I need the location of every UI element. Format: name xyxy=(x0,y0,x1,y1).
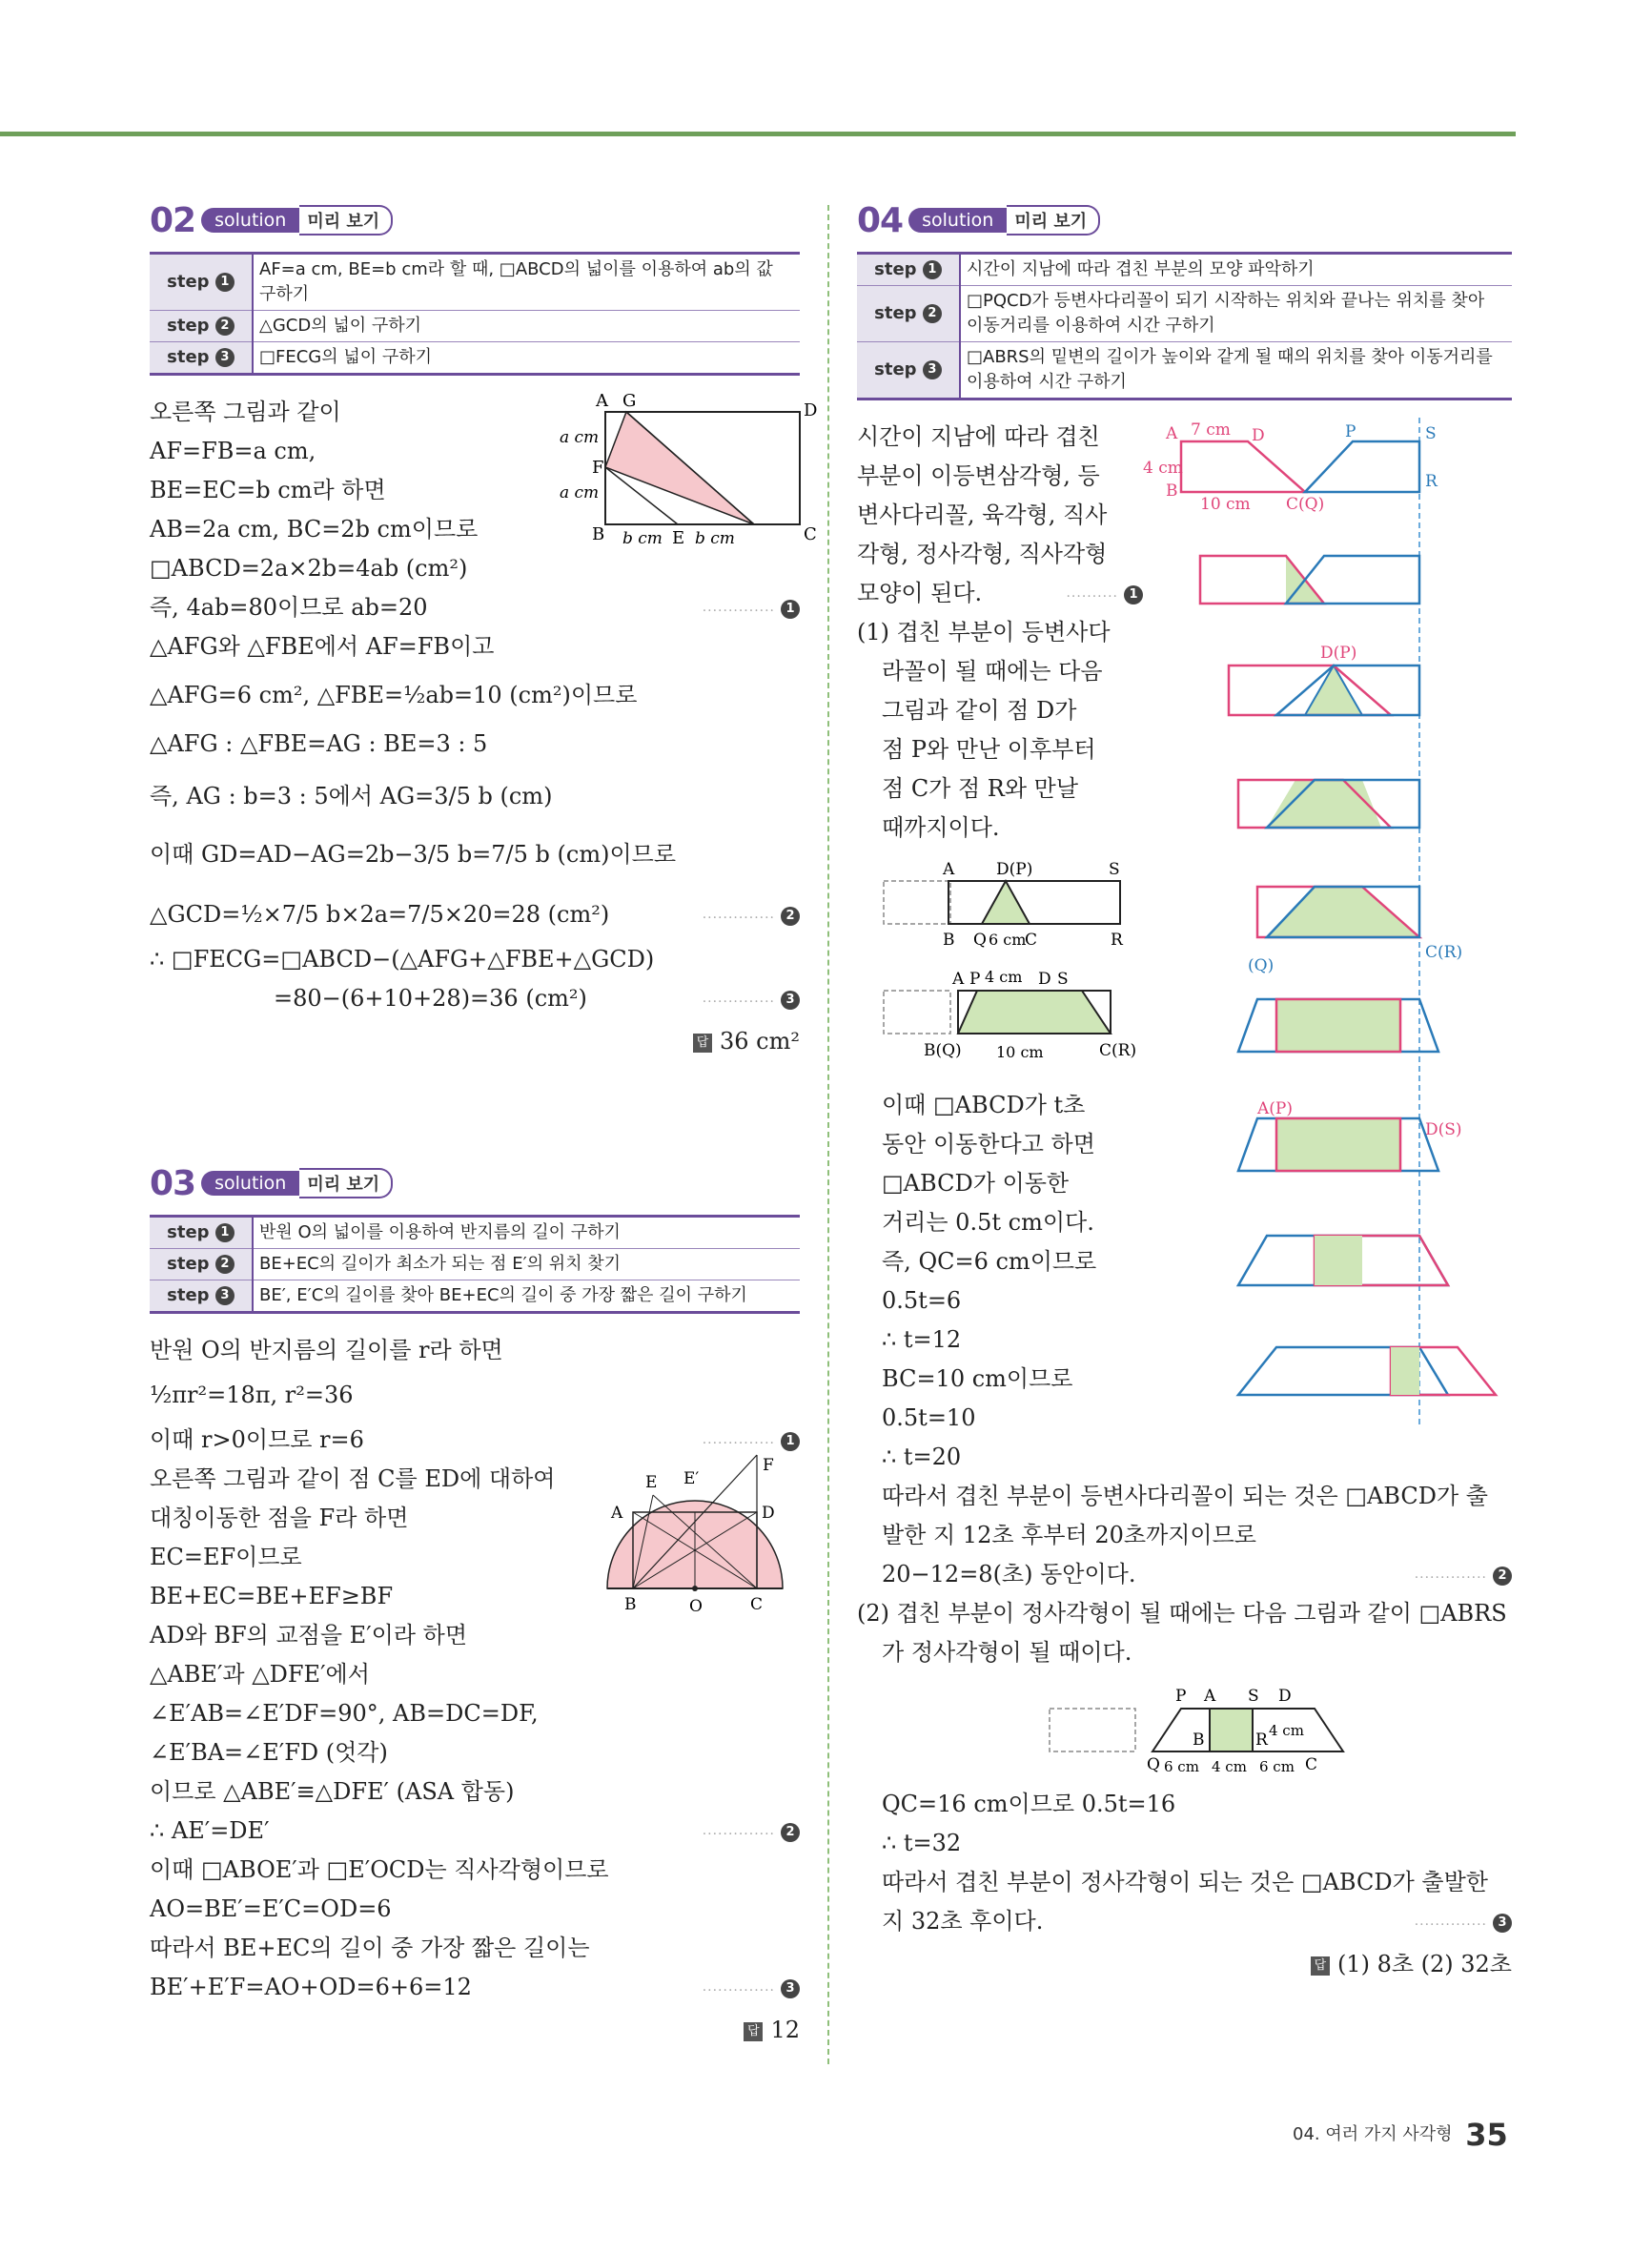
answer-box-icon: 답 xyxy=(693,1034,712,1053)
calc-line: 0.5t=6 xyxy=(882,1287,962,1315)
label-D: D xyxy=(762,1504,775,1524)
intro-line: 부분이 이등변삼각형, 등 xyxy=(857,462,1100,490)
label-a-cm-top: a cm xyxy=(560,428,600,448)
preview-label: 미리 보기 xyxy=(299,205,393,236)
solution-line: △ABE′과 △DFE′에서 xyxy=(150,1661,370,1689)
step-marker: 3 xyxy=(781,1979,800,1998)
solution-line: ∠E′BA=∠E′FD (엇각) xyxy=(150,1739,388,1767)
problem-03 xyxy=(150,1163,800,2050)
label-10cm: 10 cm xyxy=(996,1043,1044,1062)
part1-line: 점 P와 만난 이후부터 xyxy=(882,736,1096,764)
label-B: B xyxy=(1166,481,1178,502)
label-Q: Q xyxy=(973,931,987,951)
solution-pill: solution xyxy=(201,208,299,233)
step-text: □PQCD가 등변사다리꼴이 되기 시작하는 위치와 끝나는 위치를 찾아 이동거리를 이용하여 시간 구하기 xyxy=(960,286,1512,342)
label-DP: D(P) xyxy=(996,860,1033,880)
label-B: B xyxy=(943,931,955,951)
solution-line: ∴ □FECG=□ABCD−(△AFG+△FBE+△GCD) xyxy=(150,946,655,973)
step-number: 1 xyxy=(923,260,942,279)
problem-header xyxy=(857,200,1512,240)
label-P: P xyxy=(1175,1687,1187,1707)
label-4cm-base: 4 cm xyxy=(1212,1758,1247,1776)
label-6cm-right: 6 cm xyxy=(1259,1758,1295,1776)
label-a-cm-bottom: a cm xyxy=(560,483,600,503)
label-D: D xyxy=(804,400,818,421)
solution-line: BE=EC=b cm라 하면 xyxy=(150,477,386,504)
solution-line: BE+EC=BE+EF≥BF xyxy=(150,1583,394,1610)
label-A: A xyxy=(611,1504,623,1524)
step-marker: 1 xyxy=(1124,585,1143,604)
solution-line: △GCD=½×7/5 b×2a=7/5×20=28 (cm²) ·············· 2 xyxy=(150,895,800,934)
intro-line: 시간이 지남에 따라 겹친 xyxy=(857,423,1100,451)
label-DP: D(P) xyxy=(1320,644,1357,664)
solution-line: ½πr²=18π, r²=36 xyxy=(150,1382,354,1409)
solution-line: △AFG와 △FBE에서 AF=FB이고 xyxy=(150,633,495,661)
calc-line: □ABCD가 이동한 xyxy=(882,1170,1070,1198)
calc-line: 20−12=8(초) 동안이다. ·············· 2 xyxy=(857,1555,1512,1594)
solution-line: 이때 r>0이므로 r=6 ·············· 1 xyxy=(150,1421,800,1460)
label-6cm: 6 cm xyxy=(989,931,1027,950)
label-CQ: C(Q) xyxy=(1286,495,1325,515)
solution-line: 즉, 4ab=80이므로 ab=20 ·············· 1 xyxy=(150,588,800,627)
solution-line: AF=FB=a cm, xyxy=(150,438,316,465)
label-b-cm-left: b cm xyxy=(622,529,663,549)
label-A: A xyxy=(596,391,608,412)
label-B: B xyxy=(592,524,605,545)
problem-number: 03 xyxy=(150,1163,196,1203)
step-table xyxy=(857,252,1512,400)
step-row xyxy=(857,342,1512,399)
step-marker: 3 xyxy=(781,991,800,1010)
calc-line: 동안 이동한다고 하면 xyxy=(882,1131,1095,1158)
calc-line: ∴ t=20 xyxy=(882,1444,962,1471)
label-S: S xyxy=(1109,860,1120,880)
step-text: BE′, E′C의 길이를 찾아 BE+EC의 길이 중 가장 짧은 길이 구하기 xyxy=(253,1280,800,1313)
step-row xyxy=(857,286,1512,342)
step-label: step 3 xyxy=(150,342,253,375)
step-row xyxy=(857,254,1512,286)
left-column xyxy=(150,200,818,2044)
overlap-figures-part1 xyxy=(882,857,1168,1086)
solution-line: 따라서 BE+EC의 길이 중 가장 짧은 길이는 xyxy=(150,1935,590,1962)
label-E: E xyxy=(672,528,685,549)
calc-line: 즉, QC=6 cm이므로 xyxy=(882,1248,1097,1276)
label-S: S xyxy=(1057,970,1069,990)
solution-line: AB=2a cm, BC=2b cm이므로 xyxy=(150,516,479,543)
square-overlap-figure xyxy=(1048,1680,1353,1785)
label-4cm: 4 cm xyxy=(1143,459,1183,479)
solution-line: ∴ AE′=DE′ ·············· 2 xyxy=(150,1812,800,1851)
step-marker: 2 xyxy=(781,1823,800,1842)
calc-line: 발한 지 12초 후부터 20초까지이므로 xyxy=(882,1522,1256,1549)
label-C: C xyxy=(804,524,817,545)
preview-label: 미리 보기 xyxy=(1007,205,1100,236)
calc-line: 거리는 0.5t cm이다. xyxy=(882,1209,1094,1237)
label-P: P xyxy=(969,970,981,990)
part1-line: 때까지이다. xyxy=(882,814,1000,842)
step-row xyxy=(150,254,800,311)
calc-line: QC=16 cm이므로 0.5t=16 xyxy=(882,1791,1176,1818)
label-BQ: B(Q) xyxy=(924,1041,962,1061)
step-label: step 2 xyxy=(150,311,253,342)
label-B: B xyxy=(624,1595,637,1615)
solution-body xyxy=(857,418,1512,1984)
step-marker: 2 xyxy=(1493,1567,1512,1586)
solution-line: BE′+E′F=AO+OD=6+6=12 ·············· 3 xyxy=(150,1968,800,2007)
label-D: D xyxy=(1252,426,1265,446)
answer: 답 12 xyxy=(150,2011,800,2050)
step-number: 1 xyxy=(215,1223,235,1242)
solution-line: 이때 GD=AD−AG=2b−3/5 b=7/5 b (cm)이므로 xyxy=(150,841,677,869)
part1-line: (1) 겹친 부분이 등변사다 xyxy=(857,619,1111,646)
label-R: R xyxy=(1111,931,1123,951)
calc-line: 이때 □ABCD가 t초 xyxy=(882,1092,1086,1119)
step-label: step 2 xyxy=(857,286,960,342)
calc-line: 0.5t=10 xyxy=(882,1404,976,1432)
label-6cm-left: 6 cm xyxy=(1164,1758,1199,1776)
part1-line: 그림과 같이 점 D가 xyxy=(882,697,1077,725)
step-number: 2 xyxy=(215,1255,235,1274)
label-7cm-text: A xyxy=(1166,424,1178,444)
label-CR: C(R) xyxy=(1099,1041,1137,1061)
step-row xyxy=(150,1217,800,1249)
label-S: S xyxy=(1248,1687,1259,1707)
label-AP: A(P) xyxy=(1257,1099,1293,1119)
label-F: F xyxy=(592,458,604,479)
label-S: S xyxy=(1425,424,1437,444)
step-text: 반원 O의 넓이를 이용하여 반지름의 길이 구하기 xyxy=(253,1217,800,1249)
solution-line: AO=BE′=E′C=OD=6 xyxy=(150,1895,392,1923)
step-label: step 3 xyxy=(150,1280,253,1313)
step-marker: 1 xyxy=(781,1432,800,1451)
step-marker: 1 xyxy=(781,600,800,619)
label-O: O xyxy=(689,1597,703,1617)
solution-pill: solution xyxy=(908,208,1007,233)
calc-line: 지 32초 후이다. ·············· 3 xyxy=(857,1902,1512,1941)
solution-line: △AFG=6 cm², △FBE=½ab=10 (cm²)이므로 xyxy=(150,682,638,709)
label-b-cm-right: b cm xyxy=(695,529,735,549)
label-7cm: 7 cm xyxy=(1191,420,1231,440)
preview-label: 미리 보기 xyxy=(299,1168,393,1198)
label-C: C xyxy=(750,1595,764,1615)
solution-body xyxy=(150,391,818,1061)
step-table xyxy=(150,252,800,376)
step-number: 2 xyxy=(215,317,235,336)
solution-line: 반원 O의 반지름의 길이를 r라 하면 xyxy=(150,1337,503,1364)
label-Q-paren: (Q) xyxy=(1248,956,1275,976)
solution-line: AD와 BF의 교점을 E′이라 하면 xyxy=(150,1622,468,1649)
intro-line: 변사다리꼴, 육각형, 직사 xyxy=(857,502,1108,529)
part1-line: 라꼴이 될 때에는 다음 xyxy=(882,658,1103,686)
label-4cm: 4 cm xyxy=(985,968,1023,987)
step-number: 3 xyxy=(215,348,235,367)
label-E: E xyxy=(645,1473,658,1493)
calc-line: ∴ t=12 xyxy=(882,1326,962,1354)
solution-line: =80−(6+10+28)=36 (cm²) ·············· 3 xyxy=(150,979,800,1018)
label-DS: D(S) xyxy=(1425,1120,1462,1140)
step-marker: 3 xyxy=(1493,1914,1512,1933)
step-text: □ABRS의 밑변의 길이가 높이와 같게 될 때의 위치를 찾아 이동거리를 이용하여 시간 구하기 xyxy=(960,342,1512,399)
label-CR-top: C(R) xyxy=(1425,943,1463,963)
label-C: C xyxy=(1305,1755,1318,1775)
step-table xyxy=(150,1215,800,1314)
calc-line: ∴ t=32 xyxy=(882,1830,962,1857)
calc-line: 따라서 겹친 부분이 등변사다리꼴이 되는 것은 □ABCD가 출 xyxy=(882,1483,1488,1510)
answer-box-icon: 답 xyxy=(744,2022,763,2041)
step-number: 3 xyxy=(215,1286,235,1305)
step-row xyxy=(150,1280,800,1313)
solution-line: □ABCD=2a×2b=4ab (cm²) xyxy=(150,555,468,583)
label-Q: Q xyxy=(1147,1755,1160,1775)
top-accent-bar xyxy=(0,132,1516,136)
problem-02 xyxy=(150,200,818,1061)
label-P: P xyxy=(1345,422,1356,442)
intro-line: 모양이 된다. ·········· 1 xyxy=(857,574,1143,613)
label-A: A xyxy=(943,860,955,880)
solution-pill: solution xyxy=(201,1171,299,1196)
problem-number: 02 xyxy=(150,200,196,240)
solution-line: EC=EF이므로 xyxy=(150,1544,302,1571)
chapter-title: 04. 여러 가지 사각형 xyxy=(1293,2124,1453,2144)
solution-body xyxy=(150,1331,800,2050)
step-label: step 1 xyxy=(150,1217,253,1249)
label-10cm: 10 cm xyxy=(1200,495,1251,515)
step-label: step 1 xyxy=(150,254,253,311)
solution-line: 오른쪽 그림과 같이 점 C를 ED에 대하여 xyxy=(150,1465,556,1493)
answer: 답 36 cm² xyxy=(150,1022,800,1061)
step-label: step 2 xyxy=(150,1249,253,1280)
step-text: AF=a cm, BE=b cm라 할 때, □ABCD의 넓이를 이용하여 ab의 값 구하기 xyxy=(253,254,800,311)
solution-line: 대칭이동한 점을 F라 하면 xyxy=(150,1505,409,1532)
solution-line: 이때 □ABOE′과 □E′OCD는 직사각형이므로 xyxy=(150,1856,609,1884)
solution-line: 오른쪽 그림과 같이 xyxy=(150,399,341,426)
label-R: R xyxy=(1255,1731,1268,1751)
part1-line: 점 C가 점 R와 만날 xyxy=(882,775,1079,803)
intro-line: 각형, 정사각형, 직사각형 xyxy=(857,541,1108,568)
solution-line: 즉, AG : b=3 : 5에서 AG=3/5 b (cm) xyxy=(150,783,553,810)
step-text: □FECG의 넓이 구하기 xyxy=(253,342,800,375)
label-G: G xyxy=(622,391,637,412)
part2-line: (2) 겹친 부분이 정사각형이 될 때에는 다음 그림과 같이 □ABRS xyxy=(857,1600,1507,1628)
column-divider xyxy=(827,205,829,2064)
step-text: BE+EC의 길이가 최소가 되는 점 E′의 위치 찾기 xyxy=(253,1249,800,1280)
solution-line: ∠E′AB=∠E′DF=90°, AB=DC=DF, xyxy=(150,1700,539,1728)
problem-header xyxy=(150,200,800,240)
step-label: step 1 xyxy=(857,254,960,286)
label-A: A xyxy=(1204,1687,1216,1707)
step-text: 시간이 지남에 따라 겹친 부분의 모양 파악하기 xyxy=(960,254,1512,286)
step-number: 1 xyxy=(215,273,235,292)
calc-line: BC=10 cm이므로 xyxy=(882,1365,1073,1393)
solution-line: 이므로 △ABE′≡△DFE′ (ASA 합동) xyxy=(150,1778,515,1806)
step-row xyxy=(150,1249,800,1280)
answer-box-icon: 답 xyxy=(1311,1956,1330,1976)
page-number: 35 xyxy=(1465,2117,1508,2153)
calc-line: 따라서 겹친 부분이 정사각형이 되는 것은 □ABCD가 출발한 xyxy=(882,1869,1488,1896)
step-row xyxy=(150,311,800,342)
label-B: B xyxy=(1193,1731,1205,1751)
page-footer xyxy=(1293,2117,1508,2153)
label-4cm: 4 cm xyxy=(1269,1722,1304,1740)
right-column xyxy=(857,200,1512,1984)
label-F: F xyxy=(763,1456,774,1476)
solution-line: △AFG : △FBE=AG : BE=3 : 5 xyxy=(150,730,488,758)
part2-line: 가 정사각형이 될 때이다. xyxy=(882,1639,1132,1667)
step-text: △GCD의 넓이 구하기 xyxy=(253,311,800,342)
label-R: R xyxy=(1425,472,1438,492)
label-A: A xyxy=(952,970,965,990)
step-row xyxy=(150,342,800,375)
label-C: C xyxy=(1025,931,1038,951)
problem-header xyxy=(150,1163,800,1203)
step-number: 3 xyxy=(923,360,942,379)
label-D: D xyxy=(1038,970,1051,990)
step-label: step 3 xyxy=(857,342,960,399)
label-D: D xyxy=(1278,1687,1292,1707)
step-marker: 2 xyxy=(781,907,800,926)
label-E-prime: E′ xyxy=(683,1469,700,1489)
problem-number: 04 xyxy=(857,200,904,240)
answer: 답 (1) 8초 (2) 32초 xyxy=(857,1945,1512,1984)
step-number: 2 xyxy=(923,304,942,323)
